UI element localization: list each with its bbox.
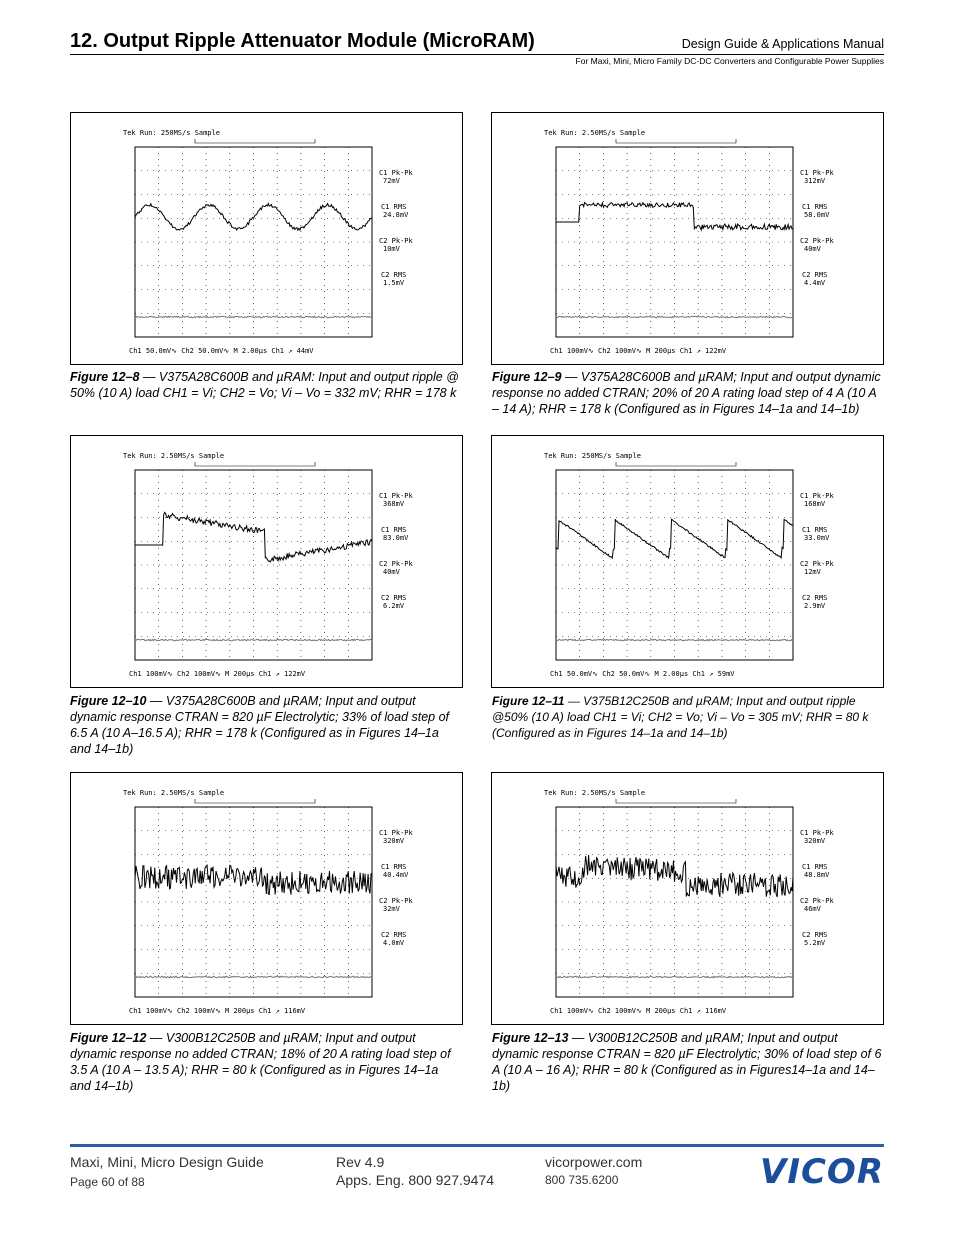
oscilloscope-screen <box>492 113 883 364</box>
figure-caption <box>70 1030 462 1094</box>
ch2-trace <box>556 316 793 317</box>
scope-readout-label: C1 Pk-Pk <box>379 169 413 177</box>
scope-readout-label: C2 RMS <box>381 931 407 939</box>
scope-readout-label: C2 Pk-Pk <box>800 897 834 905</box>
scope-readout-value: 32mV <box>383 905 400 913</box>
figure-label: Figure 12–10 <box>70 694 147 708</box>
scope-readout-value: 1.5mV <box>383 279 405 287</box>
scope-readout-value: 46mV <box>804 905 821 913</box>
scope-readout-value: 24.8mV <box>383 211 409 219</box>
oscilloscope-screen <box>71 436 462 687</box>
scope-readout-value: 368mV <box>383 500 405 508</box>
scope-readout-value: 33.0mV <box>804 534 830 542</box>
footer-apps: Apps. Eng. 800 927.9474 <box>336 1172 495 1188</box>
header-rule <box>70 54 884 55</box>
manual-title: Design Guide & Applications Manual <box>681 37 884 51</box>
scope-readout-value: 83.0mV <box>383 534 409 542</box>
scope-status-text: Tek Run: 2.50MS/s Sample <box>123 452 225 460</box>
scope-readout-value: 40mV <box>804 245 821 253</box>
footer-phone: 800 735.6200 <box>545 1173 619 1187</box>
scope-status-text: Tek Run: 250MS/s Sample <box>544 452 641 460</box>
scope-readout-value: 2.9mV <box>804 602 826 610</box>
scope-readout-value: 10mV <box>383 245 400 253</box>
ch2-trace <box>135 976 372 977</box>
scope-readout-label: C1 Pk-Pk <box>800 829 834 837</box>
caption-text: — V300B12C250B and µRAM; Input and output dynamic response CTRAN = 820 µF Electrolytic; 30% of load step of 6 A (10 A – 16 A); RHR = 80 k (Configured as in Figures14–1a and 14–1b) <box>492 1031 882 1093</box>
scope-readout-label: C1 RMS <box>802 203 828 211</box>
figure-image <box>491 435 884 688</box>
scope-readout-label: C1 Pk-Pk <box>379 829 413 837</box>
figure-caption <box>492 369 884 417</box>
footer-rev: Rev 4.9 <box>336 1154 385 1170</box>
figure-caption <box>492 693 884 741</box>
scope-readout-value: 320mV <box>804 837 826 845</box>
ch2-trace <box>135 639 372 640</box>
oscilloscope-screen <box>492 436 883 687</box>
oscilloscope-screen <box>492 773 883 1024</box>
ch2-trace <box>556 639 793 640</box>
scope-settings-text: Ch1 50.0mV∿ Ch2 50.0mV∿ M 2.00µs Ch1 ↗ 44mV <box>129 347 314 355</box>
scope-readout-label: C2 RMS <box>802 594 828 602</box>
figure-caption <box>492 1030 884 1094</box>
scope-status-text: Tek Run: 2.50MS/s Sample <box>544 789 646 797</box>
scope-readout-value: 40mV <box>383 568 400 576</box>
scope-readout-label: C2 RMS <box>802 271 828 279</box>
caption-text: — V375A28C600B and µRAM; Input and output dynamic response no added CTRAN; 20% of 20 A rating load step of 4 A (10 A – 14 A); RHR = 178 k (Configured as in Figures 14–1a and 14–1b) <box>492 370 881 416</box>
figure-label: Figure 12–12 <box>70 1031 147 1045</box>
page-title: 12. Output Ripple Attenuator Module (MicroRAM) <box>70 30 535 52</box>
scope-readout-label: C1 Pk-Pk <box>800 492 834 500</box>
scope-settings-text: Ch1 50.0mV∿ Ch2 50.0mV∿ M 2.00µs Ch1 ↗ 59mV <box>550 670 735 678</box>
figure-image <box>491 772 884 1025</box>
figure-label: Figure 12–11 <box>492 694 565 708</box>
footer-page: Page 60 of 88 <box>70 1175 145 1189</box>
scope-settings-text: Ch1 100mV∿ Ch2 100mV∿ M 200µs Ch1 ↗ 116mV <box>550 1007 727 1015</box>
footer-guide: Maxi, Mini, Micro Design Guide <box>70 1154 264 1170</box>
caption-text: — V375A28C600B and µRAM; Input and output dynamic response CTRAN = 820 µF Electrolytic; 33% of load step of 6.5 A (10 A–16.5 A); RHR = 178 k (Configured as in Figures 14–1a and 14–1b) <box>70 694 450 756</box>
oscilloscope-screen <box>71 773 462 1024</box>
vicor-logo: VICOR <box>760 1152 884 1192</box>
scope-readout-value: 168mV <box>804 500 826 508</box>
scope-status-text: Tek Run: 250MS/s Sample <box>123 129 220 137</box>
scope-readout-value: 40.4mV <box>383 871 409 879</box>
ch1-trace <box>556 519 793 558</box>
figure-image <box>70 435 463 688</box>
scope-readout-label: C2 RMS <box>802 931 828 939</box>
scope-readout-label: C1 RMS <box>802 863 828 871</box>
figure-image <box>70 772 463 1025</box>
figure-caption <box>70 369 462 401</box>
scope-settings-text: Ch1 100mV∿ Ch2 100mV∿ M 200µs Ch1 ↗ 122mV <box>129 670 306 678</box>
scope-readout-value: 320mV <box>383 837 405 845</box>
scope-readout-label: C2 Pk-Pk <box>800 560 834 568</box>
scope-readout-label: C2 Pk-Pk <box>379 897 413 905</box>
scope-readout-value: 4.0mV <box>383 939 405 947</box>
scope-readout-label: C2 Pk-Pk <box>379 237 413 245</box>
figure-label: Figure 12–13 <box>492 1031 569 1045</box>
scope-readout-label: C2 Pk-Pk <box>379 560 413 568</box>
scope-readout-label: C1 Pk-Pk <box>800 169 834 177</box>
scope-readout-label: C2 RMS <box>381 594 407 602</box>
scope-readout-label: C1 RMS <box>381 526 407 534</box>
scope-readout-value: 12mV <box>804 568 821 576</box>
scope-readout-value: 58.0mV <box>804 211 830 219</box>
caption-text: — V300B12C250B and µRAM; Input and output dynamic response no added CTRAN; 18% of 20 A rating load step of 3.5 A (10 A – 13.5 A); RHR = 80 k (Configured as in Figures 14–1a and 14–1b) <box>70 1031 451 1093</box>
footer-rule <box>70 1144 884 1147</box>
figure-caption <box>70 693 462 757</box>
scope-readout-value: 72mV <box>383 177 400 185</box>
scope-readout-value: 4.4mV <box>804 279 826 287</box>
scope-readout-label: C2 RMS <box>381 271 407 279</box>
scope-readout-value: 312mV <box>804 177 826 185</box>
oscilloscope-screen <box>71 113 462 364</box>
figure-image <box>70 112 463 365</box>
ch2-trace <box>135 316 372 317</box>
scope-settings-text: Ch1 100mV∿ Ch2 100mV∿ M 200µs Ch1 ↗ 122mV <box>550 347 727 355</box>
scope-status-text: Tek Run: 2.50MS/s Sample <box>544 129 646 137</box>
scope-settings-text: Ch1 100mV∿ Ch2 100mV∿ M 200µs Ch1 ↗ 116mV <box>129 1007 306 1015</box>
caption-text: — V375A28C600B and µRAM: Input and output ripple @ 50% (10 A) load CH1 = Vi; CH2 = Vo; Vi – Vo = 332 mV; RHR = 178 k <box>70 370 459 400</box>
scope-readout-value: 5.2mV <box>804 939 826 947</box>
scope-readout-label: C1 RMS <box>381 863 407 871</box>
scope-readout-value: 6.2mV <box>383 602 405 610</box>
scope-readout-label: C1 RMS <box>802 526 828 534</box>
footer-web[interactable]: vicorpower.com <box>545 1154 643 1170</box>
scope-readout-label: C1 Pk-Pk <box>379 492 413 500</box>
scope-readout-label: C1 RMS <box>381 203 407 211</box>
scope-readout-label: C2 Pk-Pk <box>800 237 834 245</box>
ch2-trace <box>556 976 793 977</box>
scope-readout-value: 48.8mV <box>804 871 830 879</box>
figure-label: Figure 12–8 <box>70 370 140 384</box>
figure-image <box>491 112 884 365</box>
scope-status-text: Tek Run: 2.50MS/s Sample <box>123 789 225 797</box>
caption-text: — V375B12C250B and µRAM; Input and output ripple @50% (10 A) load CH1 = Vi; CH2 = Vo; Vi – Vo = 305 mV; RHR = 80 k (Configured as in Figures 14–1a and 14–1b) <box>492 694 869 740</box>
figure-label: Figure 12–9 <box>492 370 562 384</box>
header-subtitle: For Maxi, Mini, Micro Family DC-DC Converters and Configurable Power Supplies <box>575 56 884 66</box>
